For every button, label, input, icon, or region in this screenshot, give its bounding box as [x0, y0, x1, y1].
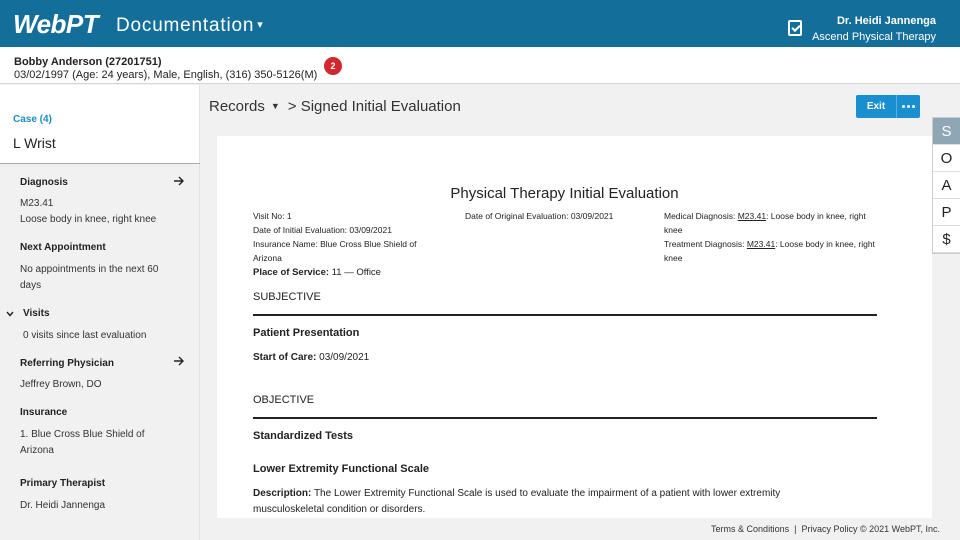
medical-diagnosis-code[interactable]: M23.41 — [737, 211, 767, 221]
start-of-care-label: Start of Care: — [253, 352, 317, 363]
document-title: Physical Therapy Initial Evaluation — [450, 185, 679, 202]
action-button-group — [856, 95, 920, 118]
next-appointment-text: No appointments in the next 60 days — [20, 264, 159, 291]
terms-link[interactable]: Terms & Conditions — [711, 524, 790, 534]
description-text: The Lower Extremity Functional Scale is used to evaluate the impairment of a patient with lower extremity musculoskeletal condition or disorders. — [253, 488, 781, 515]
top-bar — [0, 0, 960, 47]
patient-presentation-heading: Patient Presentation — [253, 327, 360, 339]
medical-diagnosis-label: Medical Diagnosis: — [664, 211, 736, 221]
medical-diagnosis-text: : Loose body in knee, right knee — [664, 211, 866, 235]
medical-diagnosis — [664, 209, 879, 237]
patient-details: 03/02/1997 (Age: 24 years), Male, English, (316) 350-5126(M) — [14, 69, 318, 81]
place-of-service-label: Place of Service: — [253, 267, 330, 278]
place-of-service — [253, 266, 381, 280]
privacy-link[interactable]: Privacy Policy — [801, 524, 858, 534]
clinic-name: Ascend Physical Therapy — [812, 31, 936, 43]
case-link[interactable]: Case (4) — [13, 114, 52, 125]
breadcrumb-records[interactable]: Records — [209, 98, 265, 115]
insurance-text: 1. Blue Cross Blue Shield of Arizona — [20, 429, 145, 456]
caret-down-icon[interactable]: ▼ — [270, 101, 280, 111]
soap-tab-p[interactable]: P — [933, 199, 960, 226]
arrow-right-icon[interactable] — [173, 355, 185, 367]
chevron-down-icon: ▾ — [257, 19, 264, 31]
primary-therapist-label: Primary Therapist — [20, 478, 106, 489]
start-of-care-value: 03/09/2021 — [319, 352, 370, 363]
user-name[interactable]: Dr. Heidi Jannenga — [836, 15, 936, 27]
soap-tab-billing[interactable]: $ — [933, 226, 960, 253]
insurance-label: Insurance — [20, 407, 68, 418]
document-viewer[interactable] — [217, 136, 932, 518]
section-subjective: SUBJECTIVE — [253, 291, 321, 303]
insurance-name: Insurance Name: Blue Cross Blue Shield of Arizona — [253, 239, 417, 263]
footer — [711, 524, 940, 534]
diagnosis-label: Diagnosis — [20, 177, 68, 188]
more-options-icon[interactable] — [896, 95, 920, 118]
patient-name[interactable]: Bobby Anderson (27201751) — [14, 56, 162, 68]
date-initial-evaluation: Date of Initial Evaluation: 03/09/2021 — [253, 225, 392, 235]
diagnosis-code: M23.41 — [20, 198, 54, 209]
lefs-heading: Lower Extremity Functional Scale — [253, 463, 430, 475]
soap-tab-s[interactable]: S — [933, 118, 960, 145]
start-of-care — [253, 350, 833, 366]
case-sidebar — [0, 85, 200, 540]
visit-number: Visit No: 1 — [253, 211, 292, 221]
section-objective: OBJECTIVE — [253, 394, 315, 406]
visits-label[interactable]: Visits — [23, 308, 50, 319]
visits-text: 0 visits since last evaluation — [23, 330, 147, 341]
soap-tab-o[interactable]: O — [933, 145, 960, 172]
treatment-diagnosis-code[interactable]: M23.41 — [746, 239, 776, 249]
breadcrumb-separator: > — [287, 98, 297, 115]
footer-divider: | — [794, 524, 797, 534]
tasks-icon[interactable] — [788, 20, 802, 36]
copyright: © 2021 WebPT, Inc. — [859, 524, 940, 534]
soap-tab-a[interactable]: A — [933, 172, 960, 199]
breadcrumb-current: Signed Initial Evaluation — [300, 98, 461, 115]
soap-nav — [932, 117, 960, 254]
next-appointment-label: Next Appointment — [20, 242, 106, 253]
module-label: Documentation — [116, 15, 255, 36]
module-switcher[interactable] — [116, 15, 264, 37]
case-title: L Wrist — [13, 135, 56, 151]
alert-badge[interactable]: 2 — [324, 57, 342, 75]
treatment-diagnosis-text: : Loose body in knee, right knee — [664, 239, 875, 263]
referring-physician-text: Jeffrey Brown, DO — [20, 379, 102, 390]
chevron-down-icon[interactable] — [5, 309, 15, 319]
description-label: Description: — [253, 488, 312, 499]
webpt-logo[interactable]: WebPT — [13, 9, 99, 39]
lefs-description — [253, 486, 853, 518]
section-rule — [253, 417, 877, 419]
treatment-diagnosis — [664, 237, 879, 265]
date-original-evaluation: Date of Original Evaluation: 03/09/2021 — [465, 211, 614, 221]
referring-physician-label: Referring Physician — [20, 358, 114, 369]
diagnosis-text: Loose body in knee, right knee — [20, 214, 157, 225]
breadcrumb — [209, 98, 461, 115]
primary-therapist-text: Dr. Heidi Jannenga — [20, 500, 106, 511]
treatment-diagnosis-label: Treatment Diagnosis: — [664, 239, 745, 249]
place-of-service-value: 11 — Office — [331, 267, 381, 278]
standardized-tests-heading: Standardized Tests — [253, 430, 354, 442]
patient-banner — [0, 47, 960, 84]
case-info-panel — [0, 164, 199, 540]
arrow-right-icon[interactable] — [173, 175, 185, 187]
section-rule — [253, 314, 877, 316]
exit-button[interactable]: Exit — [856, 95, 896, 118]
